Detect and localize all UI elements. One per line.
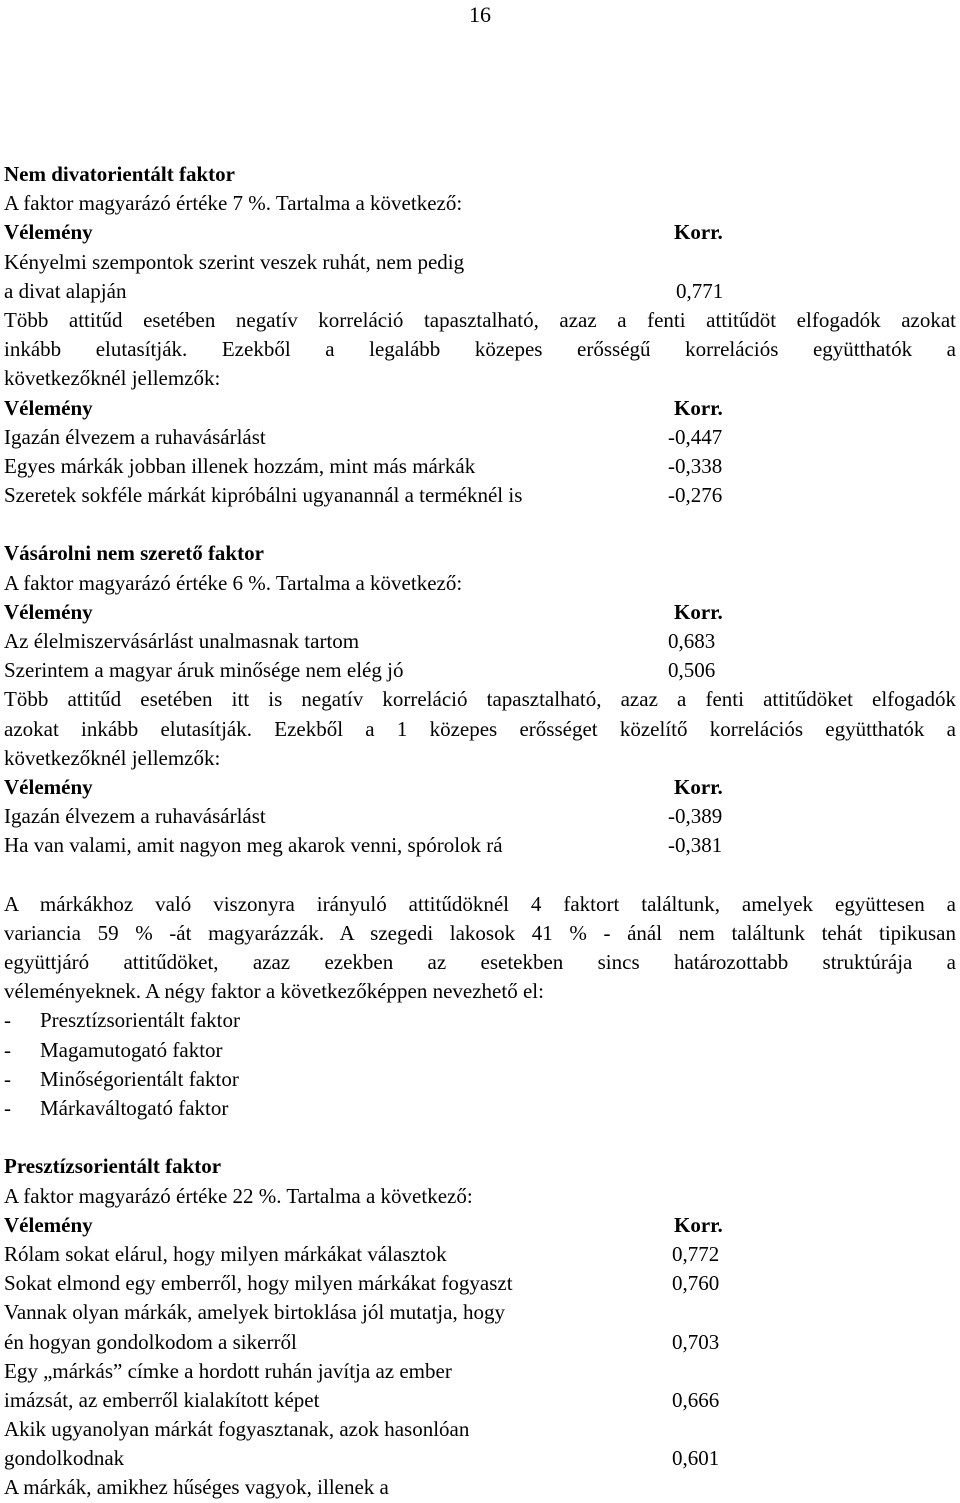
row-label: gondolkodnak	[4, 1446, 125, 1471]
header-corr: Korr.	[674, 599, 723, 624]
row-label: Rólam sokat elárul, hogy milyen márkákat választok	[4, 1241, 447, 1266]
table-header	[4, 773, 956, 802]
paragraph-line: variancia 59 % -át magyarázzák. A szegedi lakosok 41 % - ánál nem találtunk tehát tipikusan	[4, 920, 956, 945]
table-row	[4, 452, 956, 481]
header-opinion: Vélemény	[4, 395, 93, 420]
dash-bullet: -	[4, 1037, 11, 1062]
row-label: Akik ugyanolyan márkát fogyasztanak, azok hasonlóan	[4, 1417, 470, 1442]
list-item	[4, 1036, 956, 1065]
row-value: 0,703	[672, 1329, 720, 1354]
table-row	[4, 1269, 956, 1298]
paragraph-line: együttjáró attitűdöket, azaz ezekben az esetekben sincs határozottabb struktúrája a	[4, 950, 956, 975]
row-label: A márkák, amikhez hűséges vagyok, illenek a	[4, 1475, 389, 1500]
table-row	[4, 656, 956, 685]
row-value: 0,666	[672, 1387, 720, 1412]
row-value: 0,771	[676, 278, 724, 303]
row-label: imázsát, az emberről kialakított képet	[4, 1387, 320, 1412]
table-row	[4, 831, 956, 860]
dash-bullet: -	[4, 1096, 11, 1120]
table-header	[4, 394, 956, 423]
row-label: Sokat elmond egy emberről, hogy milyen márkákat fogyaszt	[4, 1271, 513, 1296]
table-row	[4, 802, 956, 831]
spacer	[4, 1123, 956, 1152]
header-corr: Korr.	[674, 1212, 723, 1237]
paragraph-line: Több attitűd esetében itt is negatív korreláció tapasztalható, azaz a fenti attitűdöket elfogadók	[4, 687, 956, 712]
row-value: 0,683	[668, 629, 716, 653]
paragraph-line: következőknél jellemzők:	[4, 366, 221, 391]
row-value: -0,381	[668, 833, 723, 858]
header-corr: Korr.	[674, 220, 723, 245]
paragraph-line: A márkákhoz való viszonyra irányuló attitűdöknél 4 faktort találtunk, amelyek együttesen a	[4, 891, 956, 916]
table-row	[4, 248, 956, 277]
header-corr: Korr.	[674, 774, 723, 799]
table-row	[4, 1328, 956, 1357]
dash-bullet: -	[4, 1066, 11, 1091]
section-intro: A faktor magyarázó értéke 22 %. Tartalma a következő:	[4, 1183, 473, 1208]
row-value: -0,338	[668, 453, 723, 478]
table-row	[4, 1415, 956, 1444]
row-value: -0,447	[668, 424, 723, 449]
row-value: -0,276	[668, 483, 723, 508]
row-value: 0,772	[672, 1241, 720, 1266]
document-body	[4, 160, 956, 1503]
header-opinion: Vélemény	[4, 599, 93, 624]
table-header	[4, 598, 956, 627]
table-header	[4, 1211, 956, 1240]
table-row	[4, 277, 956, 306]
header-opinion: Vélemény	[4, 774, 93, 799]
header-corr: Korr.	[674, 395, 723, 420]
row-value: -0,389	[668, 804, 723, 829]
section-intro: A faktor magyarázó értéke 6 %. Tartalma a következő:	[4, 570, 463, 595]
paragraph-line: véleményeknek. A négy faktor a következőképpen nevezhető el:	[4, 979, 544, 1004]
section-title: Vásárolni nem szerető faktor	[4, 541, 264, 566]
table-row	[4, 1240, 956, 1269]
paragraph-line: következőknél jellemzők:	[4, 745, 221, 770]
list-item	[4, 1006, 956, 1035]
table-row	[4, 1473, 956, 1502]
paragraph-line: Több attitűd esetében negatív korreláció tapasztalható, azaz a fenti attitűdöt elfogadók azokat	[4, 307, 956, 332]
spacer	[4, 861, 956, 890]
paragraph-line: inkább elutasítják. Ezekből a legalább közepes erősségű korrelációs együtthatók a	[4, 337, 956, 362]
list-item-label: Minőségorientált faktor	[40, 1066, 239, 1091]
section-intro: A faktor magyarázó értéke 7 %. Tartalma a következő:	[4, 191, 463, 216]
header-opinion: Vélemény	[4, 220, 93, 245]
list-item-label: Presztízsorientált faktor	[40, 1008, 241, 1033]
table-row	[4, 481, 956, 510]
list-item-label: Márkaváltogató faktor	[40, 1096, 229, 1120]
list-item	[4, 1094, 956, 1123]
row-label: Szerintem a magyar áruk minősége nem elég jó	[4, 658, 404, 683]
dash-bullet: -	[4, 1008, 11, 1033]
row-label: én hogyan gondolkodom a sikerről	[4, 1329, 297, 1354]
row-label: Vannak olyan márkák, amelyek birtoklása jól mutatja, hogy	[4, 1300, 505, 1325]
table-row	[4, 627, 956, 656]
row-label: Igazán élvezem a ruhavásárlást	[4, 804, 266, 829]
table-row	[4, 1444, 956, 1473]
row-value: 0,601	[672, 1446, 720, 1471]
section-title: Nem divatorientált faktor	[4, 162, 235, 186]
table-row	[4, 1386, 956, 1415]
table-header	[4, 218, 956, 247]
table-row	[4, 1298, 956, 1327]
list-item-label: Magamutogató faktor	[40, 1037, 223, 1062]
paragraph-line: azokat inkább elutasítják. Ezekből a 1 közepes erősséget közelítő korrelációs együtthatók a	[4, 716, 956, 741]
row-label: Egyes márkák jobban illenek hozzám, mint más márkák	[4, 453, 476, 478]
row-label: Szeretek sokféle márkát kipróbálni ugyanannál a terméknél is	[4, 483, 523, 508]
row-label: Az élelmiszervásárlást unalmasnak tartom	[4, 629, 360, 653]
section-title: Presztízsorientált faktor	[4, 1154, 222, 1179]
row-label: Kényelmi szempontok szerint veszek ruhát, nem pedig	[4, 249, 465, 274]
header-opinion: Vélemény	[4, 1212, 93, 1237]
list-item	[4, 1065, 956, 1094]
row-label: Egy „márkás” címke a hordott ruhán javítja az ember	[4, 1358, 452, 1383]
row-label: Igazán élvezem a ruhavásárlást	[4, 424, 266, 449]
row-value: 0,506	[668, 658, 716, 683]
row-value: 0,760	[672, 1271, 720, 1296]
table-row	[4, 1357, 956, 1386]
table-row	[4, 423, 956, 452]
row-label: Ha van valami, amit nagyon meg akarok venni, spórolok rá	[4, 833, 503, 858]
row-label: a divat alapján	[4, 278, 127, 303]
page-number: 16	[469, 2, 491, 27]
spacer	[4, 510, 956, 539]
